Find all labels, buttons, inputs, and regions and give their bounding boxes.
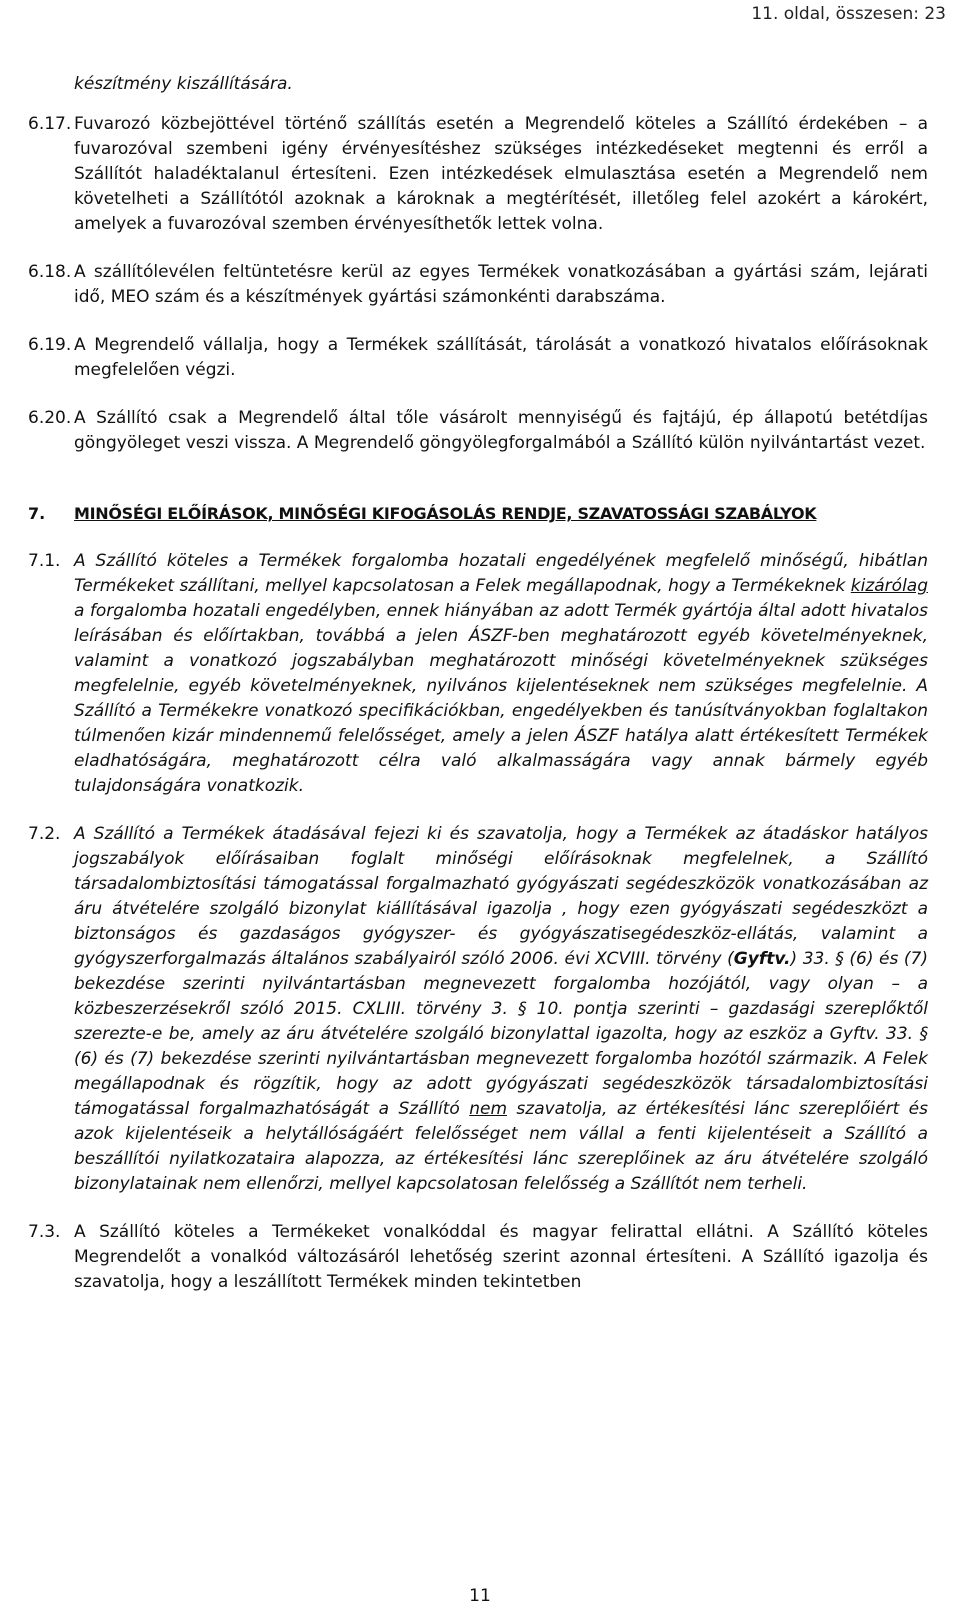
clause-text: Fuvarozó közbejöttével történő szállítás esetén a Megrendelő köteles a Szállító érdekében – a fuvarozóval szembeni igény érvényesítéshez szükséges intézkedéseket megtenni és erről a Szállítót haladéktalanul értesíteni. Ezen intézkedések elmulasztása esetén a Megrendelő nem követelheti a Szállítótól azoknak a károknak a megtérítését, illetőleg felel azokért a károkért, amelyek a fuvarozóval szemben érvényesíthetők lettek volna. (74, 114, 928, 234)
bold-term: Gyftv. (733, 949, 791, 969)
clause-text: A Megrendelő vállalja, hogy a Termékek szállítását, tárolását a vonatkozó hivatalos előírásoknak megfelelően végzi. (74, 335, 928, 380)
clause-6-18 (28, 260, 928, 310)
clause-text-part: a forgalomba hozatali engedélyben, ennek hiányában az adott Termék gyártója által adott hivatalos leírásában és előírtakban, továbbá a jelen ÁSZF-ben meghatározott egyéb követelményeknek, valamint a vonatkozó jogszabályban meghatározott minőségi követelményeknek szükséges megfelelnie, egyéb követelményeknek, nyilvános kijelentéseknek nem szükséges megfelelnie. A Szállító a Termékekre vonatkozó specifikációkban, engedélyekben és tanúsítványokban foglaltakon túlmenően kizár mindennemű felelősséget, amely a jelen ÁSZF hatálya alatt értékesített Termékek eladhatóságára, meghatározott célra való alkalmasságára vagy annak bármely egyéb tulajdonságára vonatkozik. (74, 601, 928, 796)
clause-number: 6.19. (28, 335, 72, 355)
clause-text: A Szállító köteles a Termékeket vonalkóddal és magyar felirattal ellátni. A Szállító köteles Megrendelőt a vonalkód változásáról lehetőség szerint azonnal értesíteni. A Szállító igazolja és szavatolja, hogy a leszállított Termékek minden tekintetben (74, 1222, 928, 1292)
section-number: 7. (28, 504, 46, 523)
clause-7-3 (28, 1220, 928, 1295)
clause-number: 6.20. (28, 408, 72, 428)
clause-number: 7.1. (28, 551, 61, 571)
document-body (28, 72, 928, 1295)
clause-6-20 (28, 406, 928, 456)
underlined-term: nem (469, 1099, 508, 1119)
page-number: 11 (469, 1586, 491, 1606)
clause-text-part: A Szállító köteles a Termékek forgalomba hozatali engedélyének megfelelő minőségű, hibátlan Termékeket szállítani, mellyel kapcsolatosan a Felek megállapodnak, hogy a Termékeknek (74, 551, 928, 596)
clause-7-1 (28, 549, 928, 799)
clause-text (74, 549, 928, 799)
clause-number: 7.3. (28, 1222, 61, 1242)
clause-text (74, 822, 928, 1197)
underlined-term: kizárólag (850, 576, 928, 596)
clause-number: 7.2. (28, 824, 61, 844)
clause-number: 6.17. (28, 114, 72, 134)
clause-text: A szállítólevélen feltüntetésre kerül az egyes Termékek vonatkozásában a gyártási szám, lejárati idő, MEO szám és a készítmények gyártási számonkénti darabszáma. (74, 262, 928, 307)
clause-number: 6.18. (28, 262, 72, 282)
clause-6-19 (28, 333, 928, 383)
clause-text-part: A Szállító a Termékek átadásával fejezi ki és szavatolja, hogy a Termékek az átadáskor hatályos jogszabályok előírásaiban foglalt minőségi előírásoknak megfelelnek, a Szállító társadalombiztosítási támogatással forgalmazható gyógyászati segédeszközök vonatkozásában az áru átvételére szolgáló bizonylat kiállításával igazolja , hogy ezen gyógyászati segédeszközt a biztonságos és gazdaságos gyógyszer- és gyógyászatisegédeszköz-ellátás, valamint a gyógyszerforgalmazás általános szabályairól szóló 2006. évi XCVIII. törvény ( (74, 824, 928, 969)
clause-6-17 (28, 112, 928, 237)
intro-fragment: készítmény kiszállítására. (74, 74, 293, 94)
clause-text-part: szavatolja, az értékesítési lánc szereplőiért és azok kijelentéseik a helytállóságáért felelősséget nem vállal a fenti kijelentéseit a Szállító a beszállítói nyilatkozataira alapozza, az értékesítési lánc szereplőinek az áru átvételére szolgáló bizonylatainak nem ellenőrzi, mellyel kapcsolatosan felelősség a Szállítót nem terheli. (74, 1099, 928, 1194)
section-7-heading (28, 501, 928, 526)
clause-7-2 (28, 822, 928, 1197)
clause-text-part: ) 33. § (6) és (7) bekezdése szerinti nyilvántartásban megnevezett forgalomba hozójától, vagy olyan – a közbeszerzésekről szóló 2015. CXLIII. törvény 3. § 10. pontja szerinti – gazdasági szereplőktől szerezte-e be, amely az áru átvételére szolgáló bizonylattal igazolta, hogy az eszköz a Gyftv. 33. § (6) és (7) bekezdése szerinti nyilvántartásban megnevezett forgalomba hozótól származik. A Felek megállapodnak és rögzítik, hogy az adott gyógyászati segédeszközök társadalombiztosítási támogatással forgalmazhatóságát a Szállító (74, 949, 928, 1119)
clause-text: A Szállító csak a Megrendelő által tőle vásárolt mennyiségű és fajtájú, ép állapotú betétdíjas göngyöleget veszi vissza. A Megrendelő göngyölegforgalmából a Szállító külön nyilvántartást vezet. (74, 408, 928, 453)
section-title: MINŐSÉGI ELŐÍRÁSOK, MINŐSÉGI KIFOGÁSOLÁS RENDJE, SZAVATOSSÁGI SZABÁLYOK (74, 504, 817, 523)
page-header: 11. oldal, összesen: 23 (751, 4, 946, 24)
